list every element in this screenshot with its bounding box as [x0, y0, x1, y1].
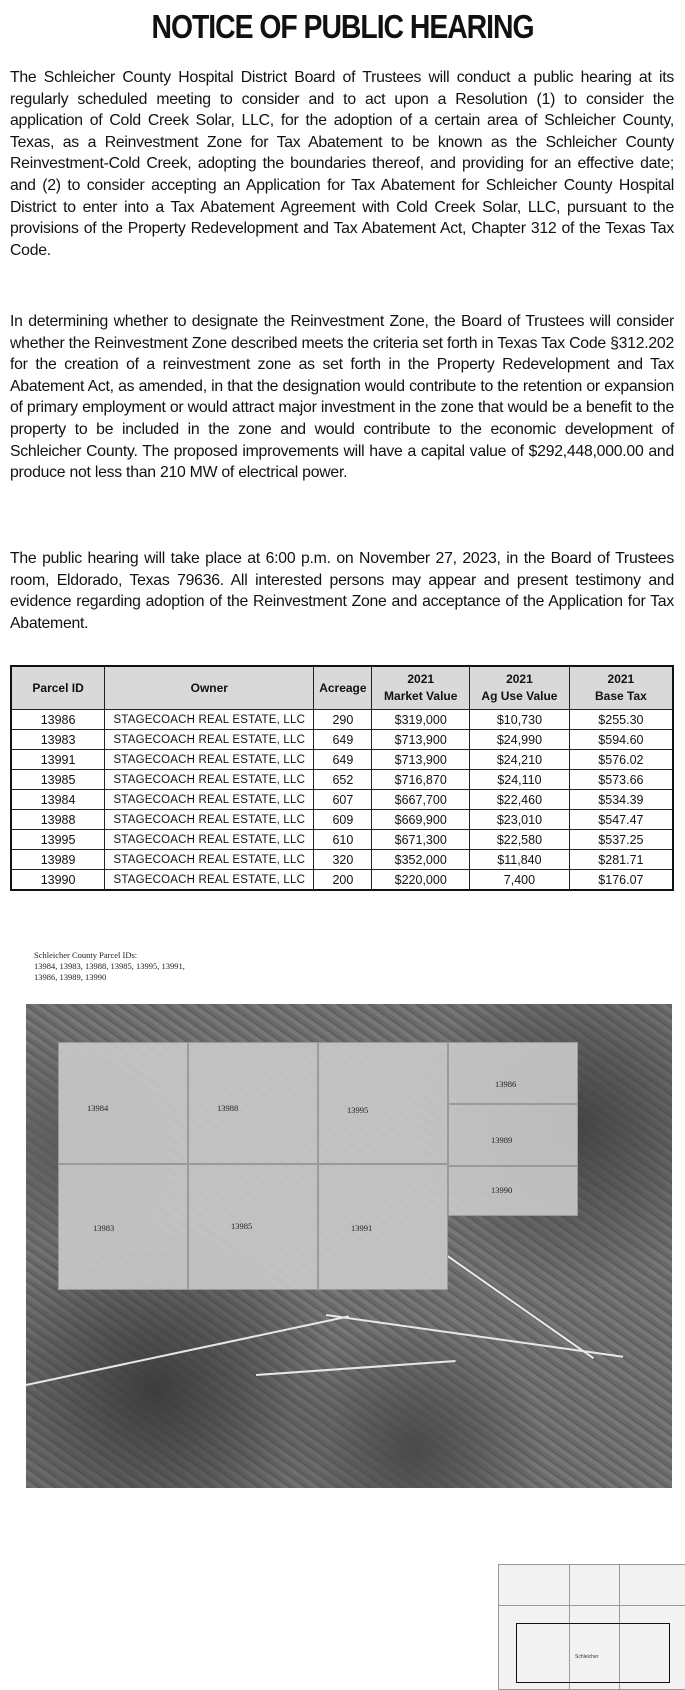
- county-outline: [516, 1623, 670, 1683]
- parcel-13995: [318, 1042, 448, 1164]
- paragraph-3: The public hearing will take place at 6:00 p.m. on November 27, 2023, in the Board of Trustees room, Eldorado, Texas 79636. All interested persons may appear and present testimony and evidence regarding adoption of the Reinvestment Zone and acceptance of the Application for Tax Abatement.: [10, 550, 674, 632]
- parcel-table-container: [10, 665, 674, 891]
- cell-base-tax: $573.66: [569, 770, 673, 790]
- cell-parcel-id: 13990: [11, 870, 105, 891]
- cell-ag-use-value: $24,110: [470, 770, 570, 790]
- paragraph-1: The Schleicher County Hospital District Board of Trustees will conduct a public hearing at its regularly scheduled meeting to consider and to act upon a Resolution (1) to consider the application of Cold Creek Solar, LLC, for the adoption of a certain area of Schleicher County, Texas, as a Reinvestment Zone for Tax Abatement to be known as the Schleicher County Reinvestment-Cold Creek, adopting the boundaries thereof, and providing for an effective date; and (2) to consider accepting an Application for Tax Abatement for Schleicher County Hospital District to enter into a Tax Abatement Agreement with Cold Creek Solar, LLC, pursuant to the provisions of the Property Redevelopment and Tax Abatement Act, Chapter 312 of the Texas Tax Code.: [10, 69, 674, 259]
- road: [26, 1315, 349, 1386]
- cell-owner: STAGECOACH REAL ESTATE, LLC: [105, 870, 314, 891]
- cell-ag-use-value: $22,580: [470, 830, 570, 850]
- map-caption-line: Schleicher County Parcel IDs:: [34, 950, 138, 960]
- table-row: [11, 750, 673, 770]
- cell-acreage: 609: [314, 810, 372, 830]
- cell-acreage: 320: [314, 850, 372, 870]
- table-row: [11, 810, 673, 830]
- cell-ag-use-value: $23,010: [470, 810, 570, 830]
- parcel-label: 13991: [351, 1223, 373, 1233]
- cell-parcel-id: 13989: [11, 850, 105, 870]
- cell-base-tax: $594.60: [569, 730, 673, 750]
- cell-ag-use-value: $10,730: [470, 710, 570, 730]
- parcel-label: 13984: [87, 1103, 109, 1113]
- cell-market-value: $713,900: [372, 730, 470, 750]
- cell-ag-use-value: $22,460: [470, 790, 570, 810]
- cell-base-tax: $537.25: [569, 830, 673, 850]
- table-header-row: [11, 666, 673, 710]
- cell-base-tax: $576.02: [569, 750, 673, 770]
- cell-owner: STAGECOACH REAL ESTATE, LLC: [105, 770, 314, 790]
- cell-owner: STAGECOACH REAL ESTATE, LLC: [105, 750, 314, 770]
- table-row: [11, 870, 673, 891]
- cell-base-tax: $255.30: [569, 710, 673, 730]
- header-tax-label: Base Tax: [594, 689, 647, 703]
- cell-owner: STAGECOACH REAL ESTATE, LLC: [105, 790, 314, 810]
- cell-parcel-id: 13985: [11, 770, 105, 790]
- cell-ag-use-value: $24,990: [470, 730, 570, 750]
- map-caption-line: 13986, 13989, 13990: [34, 972, 107, 982]
- parcel-label: 13986: [495, 1079, 517, 1089]
- parcel-13990: [448, 1166, 578, 1216]
- cell-ag-use-value: 7,400: [470, 870, 570, 891]
- cell-market-value: $669,900: [372, 810, 470, 830]
- cell-owner: STAGECOACH REAL ESTATE, LLC: [105, 710, 314, 730]
- map-caption: [34, 950, 294, 983]
- cell-acreage: 200: [314, 870, 372, 891]
- cell-market-value: $319,000: [372, 710, 470, 730]
- cell-base-tax: $534.39: [569, 790, 673, 810]
- parcel-13983: [58, 1164, 188, 1290]
- parcel-13991: [318, 1164, 448, 1290]
- header-market-year: 2021: [407, 672, 435, 686]
- parcel-label: 13983: [93, 1223, 115, 1233]
- cell-parcel-id: 13988: [11, 810, 105, 830]
- cell-parcel-id: 13991: [11, 750, 105, 770]
- header-ag-year: 2021: [506, 672, 533, 686]
- cell-market-value: $671,300: [372, 830, 470, 850]
- header-ag-use-value: [470, 666, 570, 710]
- aerial-photo: [26, 1004, 672, 1488]
- cell-acreage: 649: [314, 730, 372, 750]
- cell-base-tax: $547.47: [569, 810, 673, 830]
- cell-acreage: 649: [314, 750, 372, 770]
- table-row: [11, 830, 673, 850]
- parcel-13985: [188, 1164, 318, 1290]
- paragraph-2: In determining whether to designate the Reinvestment Zone, the Board of Trustees will consider whether the Reinvestment Zone described meets the criteria set forth in Texas Tax Code §312.202 for the creation of a reinvestment zone as set forth in the Property Redevelopment and Tax Abatement Act, as amended, in that the designation would contribute to the retention or expansion of primary employment or would attract major investment in the zone that would be a benefit to the property to be included in the zone and would contribute to the economic development of Schleicher County. The proposed improvements will have a capital value of $292,448,000.00 and produce not less than 210 MW of electrical power.: [10, 313, 674, 482]
- header-tax-year: 2021: [607, 672, 635, 686]
- map-caption-line: 13984, 13983, 13988, 13985, 13995, 13991,: [34, 961, 185, 971]
- parcel-13988: [188, 1042, 318, 1164]
- parcel-13986: [448, 1042, 578, 1104]
- cell-parcel-id: 13995: [11, 830, 105, 850]
- parcel-label: 13985: [231, 1221, 253, 1231]
- header-market-label: Market Value: [384, 689, 458, 703]
- parcel-13984: [58, 1042, 188, 1164]
- header-ag-label: Ag Use Value: [481, 689, 558, 703]
- parcel-13989: [448, 1104, 578, 1166]
- cell-market-value: $352,000: [372, 850, 470, 870]
- parcel-label: 13990: [491, 1185, 513, 1195]
- cell-acreage: 610: [314, 830, 372, 850]
- county-label: Schleicher: [575, 1654, 599, 1660]
- parcel-label: 13989: [491, 1135, 513, 1145]
- cell-market-value: $220,000: [372, 870, 470, 891]
- header-acreage: Acreage: [314, 666, 372, 710]
- cell-acreage: 290: [314, 710, 372, 730]
- header-market-value: [372, 666, 470, 710]
- table-row: [11, 770, 673, 790]
- cell-ag-use-value: $11,840: [470, 850, 570, 870]
- header-owner: Owner: [105, 666, 314, 710]
- table-row: [11, 730, 673, 750]
- cell-base-tax: $281.71: [569, 850, 673, 870]
- header-parcel-id: Parcel ID: [11, 666, 105, 710]
- cell-ag-use-value: $24,210: [470, 750, 570, 770]
- cell-owner: STAGECOACH REAL ESTATE, LLC: [105, 830, 314, 850]
- cell-acreage: 607: [314, 790, 372, 810]
- cell-market-value: $713,900: [372, 750, 470, 770]
- notice-title: NOTICE OF PUBLIC HEARING: [151, 8, 534, 45]
- table-row: [11, 850, 673, 870]
- cell-parcel-id: 13986: [11, 710, 105, 730]
- parcel-label: 13988: [217, 1103, 239, 1113]
- parcel-label: 13995: [347, 1105, 369, 1115]
- header-base-tax: [569, 666, 673, 710]
- road-line: [499, 1605, 685, 1606]
- road: [326, 1314, 623, 1358]
- cell-owner: STAGECOACH REAL ESTATE, LLC: [105, 850, 314, 870]
- parcel-map: [26, 946, 672, 1660]
- parcel-table: [10, 665, 674, 891]
- location-inset-map: [498, 1564, 685, 1690]
- road: [256, 1360, 456, 1376]
- cell-market-value: $667,700: [372, 790, 470, 810]
- cell-owner: STAGECOACH REAL ESTATE, LLC: [105, 730, 314, 750]
- cell-owner: STAGECOACH REAL ESTATE, LLC: [105, 810, 314, 830]
- table-row: [11, 790, 673, 810]
- table-body: [11, 710, 673, 891]
- cell-acreage: 652: [314, 770, 372, 790]
- table-row: [11, 710, 673, 730]
- cell-base-tax: $176.07: [569, 870, 673, 891]
- cell-parcel-id: 13983: [11, 730, 105, 750]
- cell-market-value: $716,870: [372, 770, 470, 790]
- cell-parcel-id: 13984: [11, 790, 105, 810]
